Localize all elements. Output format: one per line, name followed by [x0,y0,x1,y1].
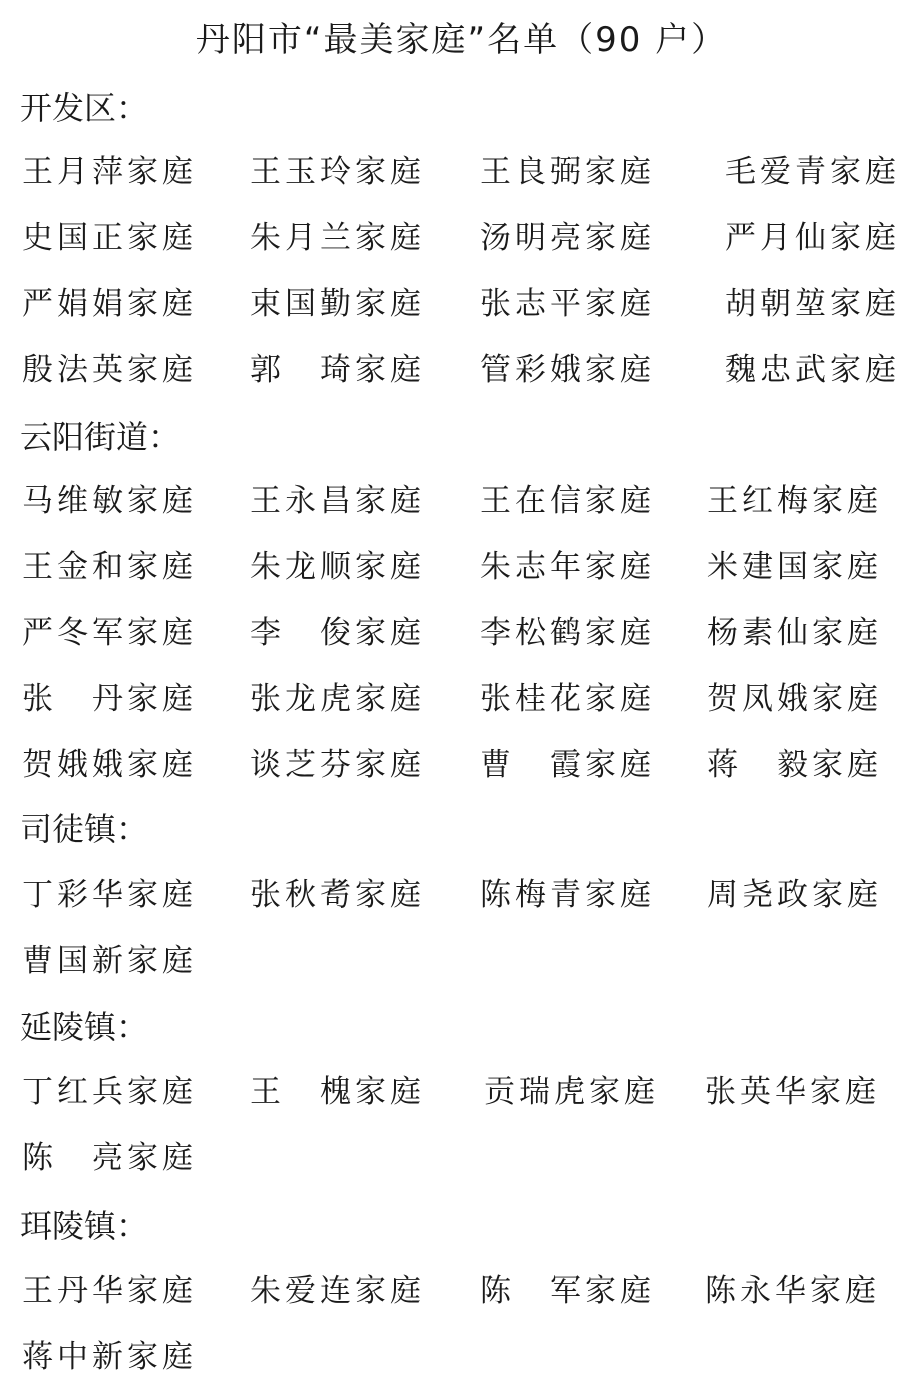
family-name: 王红梅家庭 [707,483,882,519]
family-name: 丁红兵家庭 [22,1074,197,1110]
family-name: 马维敏家庭 [22,483,197,519]
section-heading: 司徒镇： [20,810,149,848]
family-name: 王丹华家庭 [22,1273,197,1309]
family-name: 贺凤娥家庭 [707,681,882,717]
family-name: 魏忠武家庭 [725,352,900,388]
family-name: 曹 霞家庭 [480,747,655,783]
family-name: 朱月兰家庭 [250,220,425,256]
family-name: 朱爱连家庭 [250,1273,425,1309]
family-name: 殷法英家庭 [22,352,197,388]
family-name: 张志平家庭 [480,286,655,322]
family-name: 王月萍家庭 [22,154,197,190]
name-row [0,1134,923,1182]
family-name: 汤明亮家庭 [480,220,655,256]
family-name: 李 俊家庭 [250,615,425,651]
family-name: 陈永华家庭 [705,1273,880,1309]
section-heading: 开发区： [20,89,149,127]
family-name: 贡瑞虎家庭 [484,1074,659,1110]
family-name: 张 丹家庭 [22,681,197,717]
family-name: 王 槐家庭 [250,1074,425,1110]
family-name: 束国勤家庭 [250,286,425,322]
family-name: 王玉玲家庭 [250,154,425,190]
family-name: 张秋耉家庭 [250,877,425,913]
family-name: 蒋 毅家庭 [707,747,882,783]
section-heading: 珥陵镇： [20,1207,149,1245]
family-name: 史国正家庭 [22,220,197,256]
family-name: 蒋中新家庭 [22,1339,197,1375]
name-row [0,346,923,394]
name-row [0,741,923,789]
family-name: 陈 军家庭 [480,1273,655,1309]
section-heading: 云阳街道： [20,418,181,456]
family-name: 王永昌家庭 [250,483,425,519]
family-name: 李松鹤家庭 [480,615,655,651]
family-name: 严冬军家庭 [22,615,197,651]
family-name: 丁彩华家庭 [22,877,197,913]
name-row [0,937,923,985]
family-name: 朱志年家庭 [480,549,655,585]
section-heading: 延陵镇： [20,1008,149,1046]
name-row [0,214,923,262]
name-row [0,871,923,919]
name-row [0,609,923,657]
family-name: 曹国新家庭 [22,943,197,979]
family-name: 严月仙家庭 [725,220,900,256]
family-name: 王在信家庭 [480,483,655,519]
family-name: 严娟娟家庭 [22,286,197,322]
family-name: 杨素仙家庭 [707,615,882,651]
family-name: 张英华家庭 [705,1074,880,1110]
family-name: 米建国家庭 [707,549,882,585]
name-row [0,477,923,525]
name-row [0,1333,923,1381]
family-name: 王良弼家庭 [480,154,655,190]
family-name: 毛爱青家庭 [725,154,900,190]
page-title: 丹阳市“最美家庭”名单（90 户） [195,20,728,60]
family-name: 王金和家庭 [22,549,197,585]
name-row [0,543,923,591]
family-name: 朱龙顺家庭 [250,549,425,585]
family-name: 贺娥娥家庭 [22,747,197,783]
name-row [0,675,923,723]
family-name: 陈梅青家庭 [480,877,655,913]
family-name: 谈芝芬家庭 [250,747,425,783]
family-name: 管彩娥家庭 [480,352,655,388]
family-name: 陈 亮家庭 [22,1140,197,1176]
name-row [0,1267,923,1315]
name-row [0,148,923,196]
family-name: 周尧政家庭 [707,877,882,913]
family-name: 张桂花家庭 [480,681,655,717]
family-name: 郭 琦家庭 [250,352,425,388]
name-row [0,280,923,328]
name-row [0,1068,923,1116]
family-name: 胡朝堃家庭 [725,286,900,322]
family-name: 张龙虎家庭 [250,681,425,717]
